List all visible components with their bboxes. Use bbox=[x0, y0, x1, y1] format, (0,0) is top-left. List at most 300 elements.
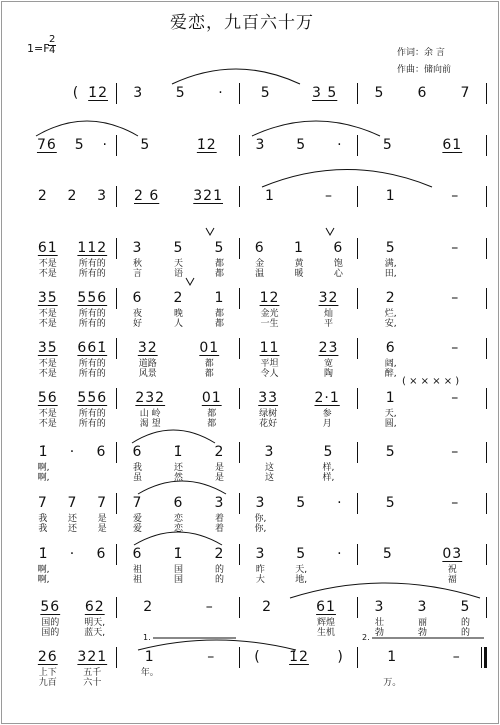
measure bbox=[28, 185, 117, 231]
note: 11 bbox=[259, 340, 280, 356]
measure bbox=[28, 441, 117, 487]
note-slot bbox=[336, 492, 343, 514]
lyric: 都 bbox=[207, 419, 217, 429]
note: 7 bbox=[97, 495, 108, 511]
note-slot bbox=[318, 337, 340, 379]
note-slot bbox=[450, 287, 460, 309]
lyric: 我 bbox=[38, 524, 48, 534]
measure bbox=[28, 387, 117, 433]
note-slot bbox=[76, 337, 108, 379]
note-slot bbox=[192, 185, 224, 207]
note: 321 bbox=[193, 188, 223, 204]
lyric: 你, bbox=[254, 524, 267, 534]
lyric: 都 bbox=[214, 319, 224, 329]
lyric: 温 bbox=[255, 269, 265, 279]
note: 112 bbox=[77, 240, 108, 256]
measure bbox=[240, 387, 358, 433]
measure bbox=[358, 237, 487, 283]
note: 56 bbox=[37, 390, 58, 406]
note-slot bbox=[37, 185, 49, 207]
lyric: 所有的 bbox=[78, 419, 106, 429]
lyric: 所有的 bbox=[78, 259, 106, 269]
note-slot bbox=[332, 237, 344, 279]
note-slot bbox=[382, 543, 394, 565]
score-row bbox=[28, 287, 487, 333]
note: 232 bbox=[135, 390, 166, 406]
note: 2 bbox=[214, 546, 225, 562]
note-slot bbox=[318, 287, 340, 329]
lyric: 都 bbox=[207, 409, 217, 419]
lyric: 都 bbox=[204, 369, 214, 379]
note: 5 bbox=[374, 85, 385, 101]
note-slot bbox=[385, 387, 397, 429]
measure bbox=[240, 287, 358, 333]
note: 5 bbox=[214, 240, 225, 256]
note: 5 bbox=[296, 546, 307, 562]
lyric: 心 bbox=[333, 269, 343, 279]
note: – bbox=[451, 240, 460, 256]
note: 2 6 bbox=[134, 188, 160, 204]
note-slot bbox=[38, 543, 50, 585]
lyric: 风景 bbox=[138, 369, 157, 379]
note: 5 bbox=[74, 137, 85, 153]
measure bbox=[358, 492, 487, 538]
note: 56 bbox=[40, 599, 61, 615]
note: – bbox=[451, 444, 460, 460]
note-slot bbox=[76, 387, 108, 429]
note-slot bbox=[37, 387, 59, 429]
lyric: 还 bbox=[173, 463, 183, 473]
note-slot bbox=[441, 134, 463, 156]
note-slot bbox=[102, 134, 109, 156]
note: 321 bbox=[77, 649, 108, 665]
lyric: 是 bbox=[214, 463, 224, 473]
note: 62 bbox=[84, 599, 105, 615]
note-slot bbox=[173, 543, 185, 585]
note: 3 bbox=[417, 599, 428, 615]
note-slot bbox=[84, 596, 106, 638]
lyric: 爱 bbox=[132, 524, 142, 534]
note-slot bbox=[257, 387, 279, 429]
lyric: 金光 bbox=[260, 309, 279, 319]
note: 26 bbox=[37, 649, 58, 665]
lyric: 是 bbox=[214, 473, 224, 483]
measure bbox=[28, 287, 117, 333]
note: 35 bbox=[37, 340, 58, 356]
lyric: 不是 bbox=[38, 369, 57, 379]
lyric: 国 bbox=[173, 565, 183, 575]
measure bbox=[358, 287, 487, 333]
lyric: 昨 bbox=[255, 565, 265, 575]
lyric: 恋 bbox=[173, 524, 183, 534]
note-slot bbox=[134, 387, 166, 429]
lyric: 还 bbox=[67, 524, 77, 534]
lyric: 都 bbox=[214, 309, 224, 319]
measure bbox=[28, 596, 117, 642]
lyric: 明天, bbox=[84, 618, 106, 628]
note-slot bbox=[95, 543, 107, 565]
note: 661̇ bbox=[77, 340, 108, 356]
lyric: 的 bbox=[460, 618, 470, 628]
note: 6 bbox=[333, 240, 344, 256]
note: 2 bbox=[262, 599, 272, 615]
lyric: 祖 bbox=[132, 575, 142, 585]
note-slot bbox=[264, 441, 276, 483]
note-slot bbox=[374, 596, 386, 638]
note-slot bbox=[74, 134, 86, 156]
note: 556 bbox=[77, 390, 108, 406]
note: 5 bbox=[385, 444, 396, 460]
note: · bbox=[102, 137, 108, 153]
lyric: 参 bbox=[322, 409, 332, 419]
measure bbox=[117, 441, 240, 487]
lyric: 是 bbox=[97, 514, 107, 524]
note-slot bbox=[214, 543, 226, 585]
lyric: 语 bbox=[173, 269, 183, 279]
note: 6 bbox=[173, 495, 184, 511]
note-slot bbox=[87, 82, 109, 104]
note-slot bbox=[385, 337, 397, 379]
measure bbox=[117, 596, 240, 642]
lyric: 平坦 bbox=[260, 359, 279, 369]
lyric: 着 bbox=[214, 524, 224, 534]
score-row bbox=[28, 185, 487, 231]
lyric: 令人 bbox=[260, 369, 279, 379]
note: 6 bbox=[132, 546, 143, 562]
measure bbox=[240, 646, 358, 692]
note-slot bbox=[336, 134, 343, 156]
note-slot bbox=[288, 646, 310, 668]
note-slot bbox=[173, 492, 185, 534]
note-slot bbox=[264, 185, 276, 207]
note-slot bbox=[198, 337, 220, 379]
measure bbox=[358, 596, 487, 642]
note: 3 bbox=[374, 599, 385, 615]
note: – bbox=[207, 649, 216, 665]
lyric: 不是 bbox=[38, 259, 57, 269]
lyric: 丽 bbox=[417, 618, 427, 628]
note: 2 bbox=[37, 188, 48, 204]
measure bbox=[28, 543, 117, 589]
measure bbox=[240, 596, 358, 642]
note: 5 bbox=[296, 495, 307, 511]
lyric: 月 bbox=[322, 419, 332, 429]
measure bbox=[117, 237, 240, 283]
measure bbox=[117, 387, 240, 433]
score-row bbox=[28, 492, 487, 538]
note: 5 bbox=[382, 546, 393, 562]
note-slot bbox=[295, 492, 307, 514]
lyric: 山 岭 bbox=[139, 409, 161, 419]
note-slot bbox=[76, 287, 108, 329]
note-slot bbox=[142, 596, 154, 618]
note: 1̇ bbox=[173, 444, 184, 460]
lyric: 然 bbox=[173, 473, 183, 483]
measure bbox=[117, 492, 240, 538]
lyric: 六十 bbox=[83, 678, 102, 688]
note: – bbox=[451, 495, 460, 511]
note-slot bbox=[137, 337, 159, 379]
note: – bbox=[451, 340, 460, 356]
lyric: 啊, bbox=[37, 473, 50, 483]
note: 1̇ bbox=[38, 546, 49, 562]
lyricist-credit: 作词：余 言 bbox=[397, 48, 445, 58]
lyric: 啊, bbox=[37, 463, 50, 473]
note: 5 bbox=[296, 137, 307, 153]
lyric: 圆, bbox=[384, 419, 397, 429]
composer-credit: 作曲：储向前 bbox=[397, 65, 452, 75]
lyric: 秋 bbox=[132, 259, 142, 269]
note: 2 bbox=[67, 188, 78, 204]
measure bbox=[117, 82, 240, 128]
note: 6 bbox=[96, 444, 107, 460]
measure bbox=[117, 287, 240, 333]
note: 2 bbox=[214, 444, 225, 460]
note-slot bbox=[36, 134, 58, 156]
lyric: 我 bbox=[38, 514, 48, 524]
note-slot bbox=[385, 441, 397, 463]
note: 76 bbox=[36, 137, 57, 153]
note-slot bbox=[385, 287, 397, 329]
lyric: 好 bbox=[132, 319, 142, 329]
lyric: 这 bbox=[264, 473, 274, 483]
note: 5 bbox=[460, 599, 471, 615]
lyric: 夜 bbox=[132, 309, 142, 319]
note-slot bbox=[139, 134, 151, 156]
note-slot bbox=[217, 82, 224, 104]
measure bbox=[117, 646, 240, 692]
lyric: 绿树 bbox=[259, 409, 278, 419]
lyric: 福 bbox=[447, 575, 457, 585]
note: · bbox=[69, 546, 76, 562]
note-slot bbox=[133, 185, 160, 207]
note: 3 bbox=[255, 546, 266, 562]
note-slot bbox=[385, 185, 397, 207]
note: 3 bbox=[255, 137, 266, 153]
note-slot bbox=[37, 337, 59, 379]
note: 3 bbox=[214, 495, 225, 511]
lyric: 不是 bbox=[38, 409, 57, 419]
score-row bbox=[28, 237, 487, 283]
measure bbox=[240, 543, 358, 589]
note: 6 bbox=[417, 85, 428, 101]
note-slot bbox=[450, 237, 460, 259]
note: 1 bbox=[144, 649, 155, 665]
measure bbox=[358, 646, 487, 692]
note-slot bbox=[450, 387, 460, 409]
note: – bbox=[205, 599, 214, 615]
note: · bbox=[218, 85, 224, 101]
lyric: 啊, bbox=[37, 565, 50, 575]
note-slot bbox=[261, 596, 273, 618]
note-slot bbox=[254, 543, 266, 585]
score-row bbox=[28, 441, 487, 487]
note-slot bbox=[254, 134, 266, 156]
note-slot bbox=[460, 82, 472, 104]
note: 3 bbox=[97, 188, 108, 204]
note: 32 bbox=[137, 340, 158, 356]
lyric: 所有的 bbox=[78, 359, 106, 369]
measure bbox=[28, 82, 117, 128]
lyric: 陶 bbox=[323, 369, 333, 379]
note-slot bbox=[336, 543, 343, 565]
note: 5 bbox=[385, 240, 396, 256]
lyric: 爱 bbox=[132, 514, 142, 524]
note-slot bbox=[173, 287, 185, 329]
lyric: 平 bbox=[323, 319, 333, 329]
lyric: 所有的 bbox=[78, 319, 106, 329]
measure bbox=[358, 82, 487, 128]
lyric: 所有的 bbox=[78, 309, 106, 319]
lyric: 国的 bbox=[41, 628, 60, 638]
note: 3 bbox=[133, 85, 144, 101]
measure bbox=[117, 337, 240, 383]
note-slot bbox=[214, 492, 226, 534]
note: 5 bbox=[260, 85, 271, 101]
note-slot bbox=[37, 646, 59, 688]
note: 2 bbox=[173, 290, 184, 306]
note-slot bbox=[336, 646, 344, 668]
lyric: 不是 bbox=[38, 269, 57, 279]
lyric: 不是 bbox=[38, 309, 57, 319]
note-slot bbox=[254, 492, 266, 534]
lyric: 地, bbox=[295, 575, 308, 585]
percussion-aside: ( × × × × ) bbox=[402, 376, 460, 387]
note: 03 bbox=[442, 546, 463, 562]
note: – bbox=[324, 188, 333, 204]
note: 1 bbox=[214, 290, 225, 306]
lyric: 安, bbox=[384, 319, 397, 329]
note-slot bbox=[95, 441, 107, 463]
note-slot bbox=[253, 646, 261, 668]
score-row bbox=[28, 596, 487, 642]
lyric: 五千 bbox=[83, 668, 102, 678]
note-slot bbox=[69, 441, 76, 463]
note: 1̇ bbox=[38, 444, 49, 460]
lyric: 这 bbox=[264, 463, 274, 473]
lyric: 万。 bbox=[383, 678, 402, 688]
note-slot bbox=[314, 387, 341, 429]
note: – bbox=[452, 649, 461, 665]
note-slot bbox=[132, 441, 144, 483]
note-slot bbox=[132, 543, 144, 585]
note: 61 bbox=[442, 137, 463, 153]
lyric: 天, bbox=[295, 565, 308, 575]
note: ( bbox=[254, 649, 261, 665]
measure bbox=[240, 337, 358, 383]
lyric: 都 bbox=[214, 269, 224, 279]
lyric: 勃 bbox=[374, 628, 384, 638]
note-slot bbox=[132, 492, 144, 534]
note: – bbox=[451, 188, 460, 204]
note: 35 bbox=[37, 290, 58, 306]
lyric: 还 bbox=[67, 514, 77, 524]
score-row bbox=[28, 82, 487, 128]
note-slot bbox=[173, 441, 185, 483]
note: 1 bbox=[385, 390, 396, 406]
measure bbox=[28, 134, 117, 180]
note: 5 bbox=[382, 137, 393, 153]
note: 1 bbox=[265, 188, 275, 204]
lyric: 所有的 bbox=[78, 269, 106, 279]
note-slot bbox=[385, 237, 397, 279]
measure bbox=[240, 441, 358, 487]
score-title: 爱恋，九百六十万 bbox=[170, 13, 314, 33]
score-row bbox=[28, 646, 487, 692]
lyric: 都 bbox=[214, 259, 224, 269]
note-slot bbox=[37, 287, 59, 329]
lyric: 晚 bbox=[173, 309, 183, 319]
lyric: 一生 bbox=[260, 319, 279, 329]
note-slot bbox=[382, 134, 394, 156]
note: · bbox=[337, 495, 343, 511]
note: 7 bbox=[132, 495, 143, 511]
lyric: 壮 bbox=[374, 618, 384, 628]
note-slot bbox=[450, 492, 460, 514]
note-slot bbox=[295, 134, 307, 156]
note-slot bbox=[259, 337, 281, 379]
note-slot bbox=[450, 337, 460, 359]
lyric: 不是 bbox=[38, 359, 57, 369]
note-slot bbox=[452, 646, 462, 668]
note: 61 bbox=[316, 599, 336, 615]
lyric: 阔, bbox=[384, 359, 397, 369]
lyric: 的 bbox=[214, 575, 224, 585]
lyric: 不是 bbox=[38, 419, 57, 429]
volta-second-ending: 2. bbox=[362, 633, 370, 642]
note-slot bbox=[214, 237, 226, 279]
lyric: 满, bbox=[384, 259, 397, 269]
note-slot bbox=[450, 185, 460, 207]
lyric: 天 bbox=[173, 259, 183, 269]
lyric: 黄 bbox=[294, 259, 304, 269]
measure bbox=[358, 441, 487, 487]
note-slot bbox=[311, 82, 338, 104]
note: 1̇2 bbox=[196, 137, 217, 153]
note: 2·1 bbox=[314, 390, 340, 406]
lyric: 田, bbox=[384, 269, 397, 279]
lyric: 样, bbox=[322, 473, 335, 483]
note: 5 bbox=[175, 85, 186, 101]
score-row bbox=[28, 134, 487, 180]
note: 5 bbox=[173, 240, 184, 256]
note: 3 5 bbox=[312, 85, 338, 101]
note: 6 bbox=[132, 444, 143, 460]
note: 1 bbox=[385, 188, 396, 204]
note: 6 bbox=[96, 546, 107, 562]
note: 33 bbox=[258, 390, 279, 406]
note: ( bbox=[72, 85, 80, 101]
lyric: 祝 bbox=[447, 565, 457, 575]
note-slot bbox=[460, 596, 472, 638]
note-slot bbox=[37, 492, 49, 534]
note: · bbox=[337, 137, 343, 153]
measure bbox=[28, 492, 117, 538]
note: ) bbox=[337, 649, 344, 665]
measure bbox=[117, 134, 240, 180]
lyric: 的 bbox=[214, 565, 224, 575]
lyric: 辉煌 bbox=[317, 618, 336, 628]
lyric: 灿 bbox=[323, 309, 333, 319]
note-slot bbox=[196, 134, 218, 156]
measure bbox=[240, 492, 358, 538]
lyric: 大 bbox=[255, 575, 265, 585]
lyric: 我 bbox=[132, 463, 142, 473]
lyric: 都 bbox=[204, 359, 214, 369]
measure bbox=[240, 185, 358, 231]
note-slot bbox=[141, 646, 159, 688]
lyric: 祖 bbox=[132, 565, 142, 575]
